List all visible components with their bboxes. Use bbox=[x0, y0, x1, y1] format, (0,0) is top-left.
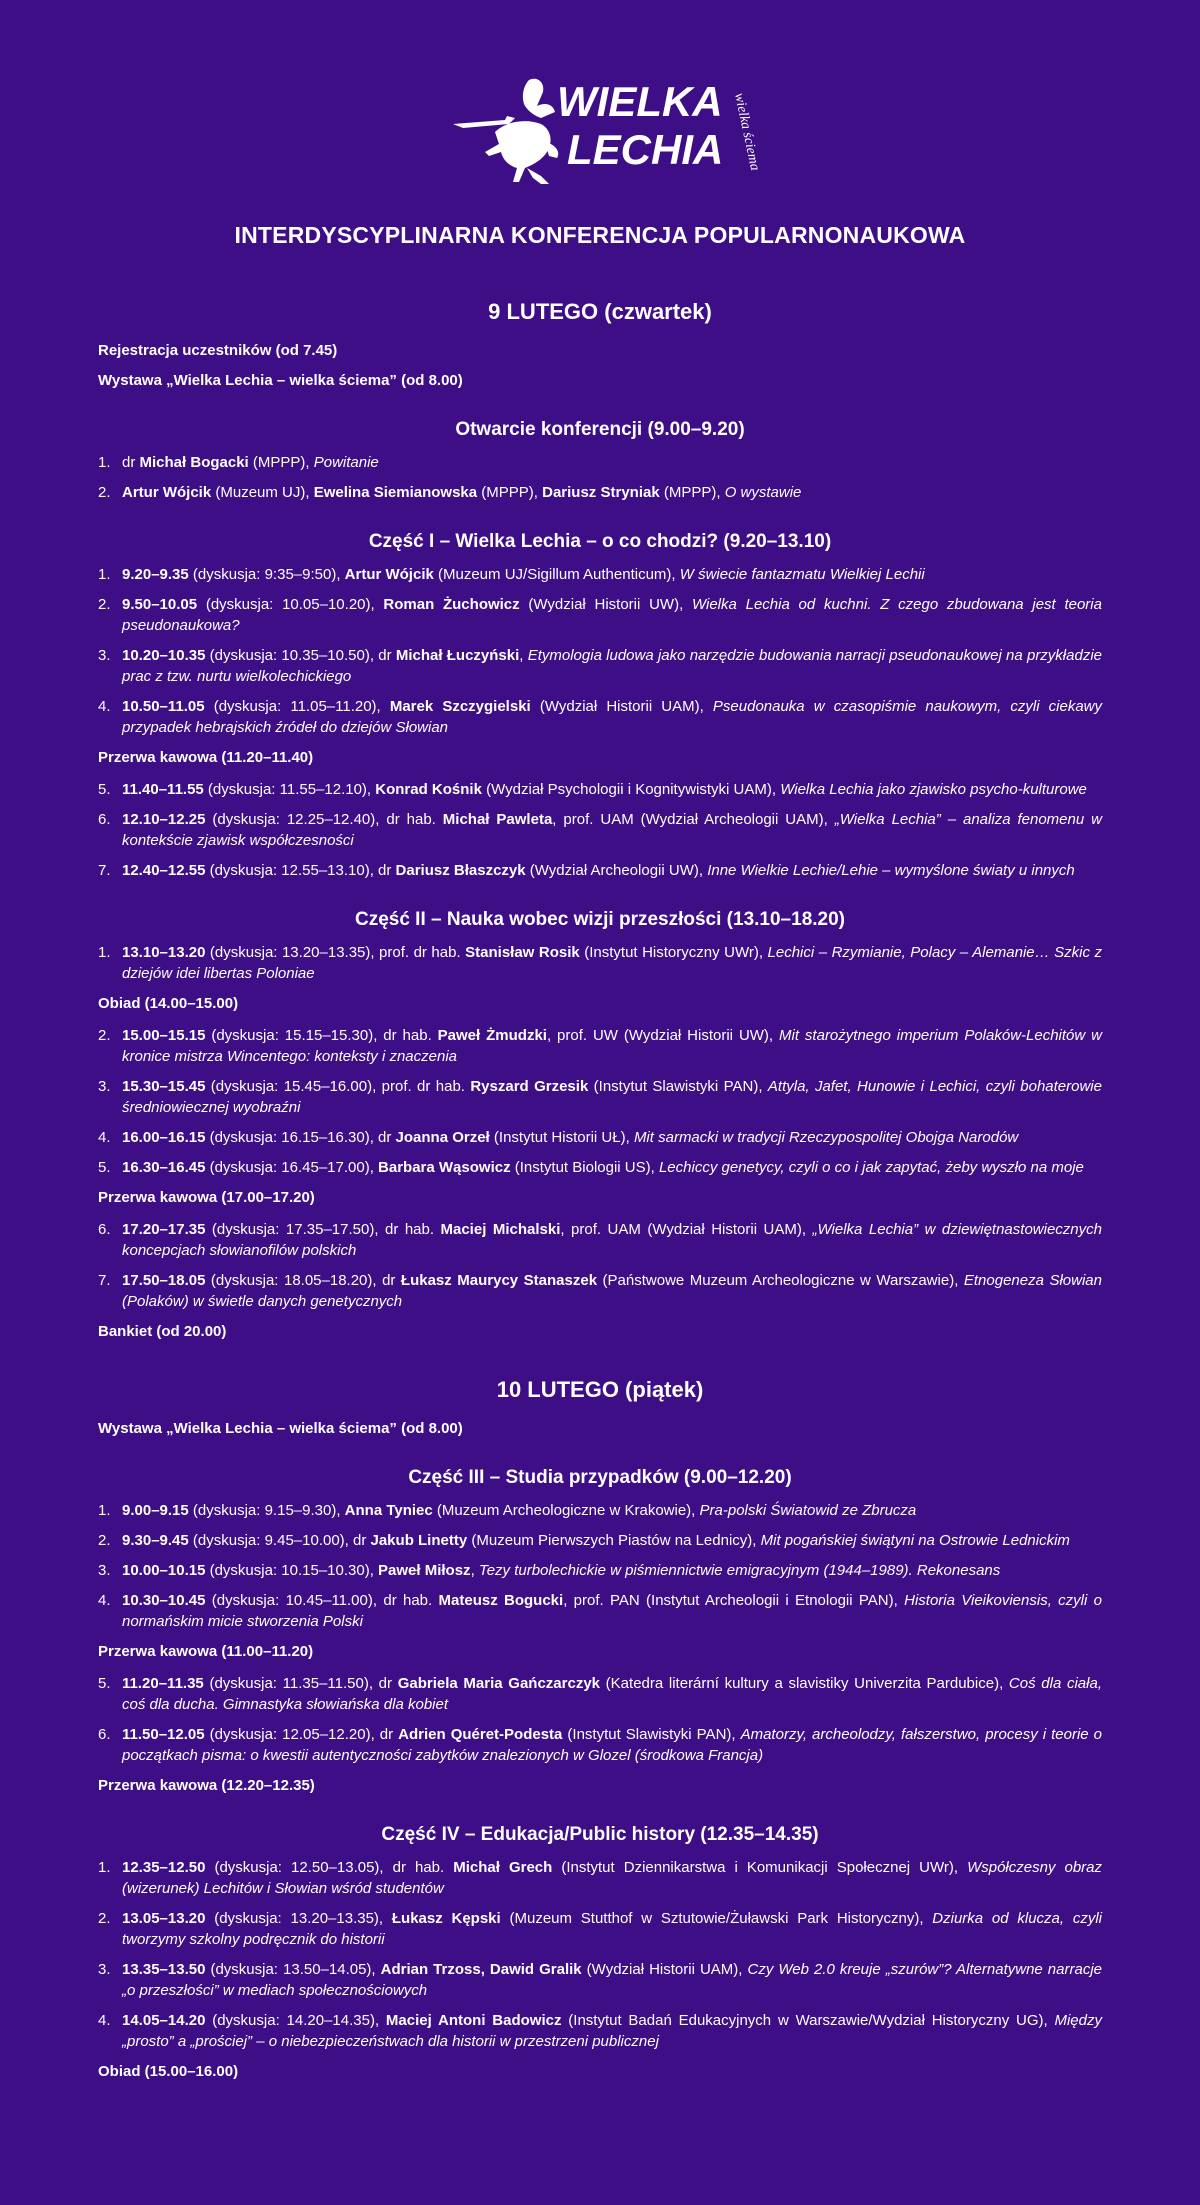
conference-title: INTERDYSCYPLINARNA KONFERENCJA POPULARNONAUKOWA bbox=[234, 222, 966, 248]
item-bold: 15.00–15.15 bbox=[122, 1027, 206, 1044]
item-number: 7. bbox=[98, 1272, 111, 1289]
item-bold: Jakub Linetty bbox=[370, 1532, 468, 1549]
item-bold: 11.40–11.55 bbox=[122, 781, 204, 798]
item-detail: (dyskusja: 18.05–18.20), dr bbox=[205, 1272, 401, 1289]
item-bold: Ewelina Siemianowska bbox=[313, 484, 478, 501]
item-bold: 16.00–16.15 bbox=[122, 1129, 206, 1146]
item-detail: (Państwowe Muzeum Archeologiczne w Warszawie), bbox=[597, 1272, 964, 1289]
dinosaur-rider-icon bbox=[453, 79, 558, 184]
item-bold: 12.35–12.50 bbox=[122, 1859, 206, 1876]
program-item bbox=[98, 1857, 1102, 1899]
part4-title: Część IV – Edukacja/Public history (12.35–14.35) bbox=[381, 1824, 819, 1845]
item-detail: (dyskusja: 10.35–10.50), dr bbox=[205, 647, 396, 664]
item-bold: 10.00–10.15 bbox=[122, 1562, 206, 1579]
item-number: 3. bbox=[98, 1562, 111, 1579]
item-bold: Roman Żuchowicz bbox=[383, 596, 520, 613]
program-item bbox=[98, 696, 1102, 738]
program-item bbox=[98, 1590, 1102, 1632]
opening-title: Otwarcie konferencji (9.00–9.20) bbox=[455, 419, 745, 440]
item-number: 5. bbox=[98, 781, 111, 798]
program-item bbox=[98, 1724, 1102, 1766]
item-bold: Marek Szczygielski bbox=[389, 698, 531, 715]
item-bold: 11.50–12.05 bbox=[122, 1726, 205, 1743]
item-text bbox=[122, 1530, 1102, 1551]
item-title: Czy Web 2.0 kreuje „szurów”? Alternatywne narracje „o przeszłości” w mediach społecznościowych bbox=[122, 1961, 1102, 1999]
item-title: Współczesny obraz (wizerunek) Lechitów i Słowian wśród studentów bbox=[122, 1859, 1102, 1897]
item-detail: (dyskusja: 13.20–13.35), prof. dr hab. bbox=[205, 944, 466, 961]
item-bold: 10.20–10.35 bbox=[122, 647, 206, 664]
item-detail: (Instytut Biologii US), bbox=[510, 1159, 659, 1176]
item-detail: , prof. UAM (Wydział Historii UAM), bbox=[560, 1221, 813, 1238]
break-line: Przerwa kawowa (17.00–17.20) bbox=[98, 1189, 315, 1206]
item-text bbox=[122, 482, 1102, 503]
item-detail: (dyskusja: 15.45–16.00), prof. dr hab. bbox=[205, 1078, 471, 1095]
item-number: 6. bbox=[98, 1221, 111, 1238]
item-detail: (Muzeum UJ/Sigillum Authenticum), bbox=[433, 566, 680, 583]
item-detail: , prof. PAN (Instytut Archeologii i Etnologii PAN), bbox=[563, 1592, 905, 1609]
item-title: Coś dla ciała, coś dla ducha. Gimnastyka słowiańska dla kobiet bbox=[122, 1675, 1102, 1713]
item-number: 4. bbox=[98, 2012, 111, 2029]
item-bold: 13.10–13.20 bbox=[122, 944, 206, 961]
program-item bbox=[98, 942, 1102, 984]
item-bold: 17.50–18.05 bbox=[122, 1272, 206, 1289]
item-bold: Dariusz Błaszczyk bbox=[395, 862, 526, 879]
item-number: 3. bbox=[98, 1961, 111, 1978]
item-title: Etnogeneza Słowian (Polaków) w świetle danych genetycznych bbox=[122, 1272, 1102, 1310]
item-title: Pra-polski Światowid ze Zbrucza bbox=[699, 1502, 917, 1519]
item-title: Mit sarmacki w tradycji Rzeczypospolitej Obojga Narodów bbox=[633, 1129, 1019, 1146]
item-title: Wielka Lechia od kuchni. Z czego zbudowana jest teoria pseudonaukowa? bbox=[122, 596, 1102, 634]
item-number: 1. bbox=[98, 454, 111, 471]
item-bold: 9.30–9.45 bbox=[122, 1532, 189, 1549]
item-detail: (dyskusja: 13.20–13.35), bbox=[205, 1910, 392, 1927]
item-title: Dziurka od klucza, czyli tworzymy szkolny podręcznik do historii bbox=[122, 1910, 1103, 1948]
item-title: Amatorzy, archeolodzy, fałszerstwo, procesy i teorie o początkach pisma: o kwestii autentyczności zabytków znalezionych w Glozel (środkowa Francja) bbox=[122, 1726, 1103, 1764]
part1-list bbox=[98, 564, 1102, 881]
break-line: Przerwa kawowa (11.00–11.20) bbox=[98, 1643, 314, 1660]
item-bold: 9.20–9.35 bbox=[122, 566, 189, 583]
item-title: Mit pogańskiej świątyni na Ostrowie Lednickim bbox=[760, 1532, 1070, 1549]
item-text bbox=[122, 1157, 1102, 1178]
item-number: 2. bbox=[98, 1532, 111, 1549]
day2-title: 10 LUTEGO (piątek) bbox=[496, 1377, 704, 1402]
item-number: 5. bbox=[98, 1675, 111, 1692]
item-text bbox=[122, 1673, 1102, 1715]
part4-list bbox=[98, 1857, 1102, 2082]
item-number: 1. bbox=[98, 1502, 111, 1519]
item-title: Inne Wielkie Lechie/Lehie – wymyślone światy u innych bbox=[707, 862, 1075, 879]
item-text bbox=[122, 1127, 1102, 1148]
item-number: 1. bbox=[98, 566, 111, 583]
item-detail: (MPPP), bbox=[477, 484, 543, 501]
item-detail: (Instytut Slawistyki PAN), bbox=[588, 1078, 768, 1095]
item-bold: Maciej Antoni Badowicz bbox=[385, 2012, 562, 2029]
item-bold: Michał Pawleta bbox=[442, 811, 553, 828]
item-title: „Wielka Lechia” w dziewiętnastowiecznych koncepcjach słowianofilów polskich bbox=[122, 1221, 1102, 1259]
item-detail: (Instytut Historii UŁ), bbox=[489, 1129, 634, 1146]
item-text bbox=[122, 1560, 1102, 1581]
item-bold: Ryszard Grzesik bbox=[470, 1078, 589, 1095]
item-text bbox=[122, 1908, 1102, 1950]
logo-line2: LECHIA bbox=[567, 126, 724, 173]
logo-graphic bbox=[445, 72, 763, 190]
program-item bbox=[98, 1076, 1102, 1118]
item-bold: Gabriela Maria Gańczarczyk bbox=[397, 1675, 600, 1692]
item-number: 7. bbox=[98, 862, 111, 879]
item-text bbox=[122, 1590, 1102, 1632]
part2-list bbox=[98, 942, 1102, 1342]
item-bold: Łukasz Maurycy Stanaszek bbox=[400, 1272, 598, 1289]
item-title: Historia Vieikoviensis, czyli o normańskim micie stworzenia Polski bbox=[122, 1592, 1103, 1630]
item-bold: 13.35–13.50 bbox=[122, 1961, 206, 1978]
item-bold: Michał Bogacki bbox=[139, 454, 249, 471]
item-detail: (dyskusja: 12.50–13.05), dr hab. bbox=[205, 1859, 454, 1876]
item-detail: (MPPP), bbox=[248, 454, 314, 471]
part3-list bbox=[98, 1500, 1102, 1796]
item-text bbox=[122, 1219, 1102, 1261]
program-item bbox=[98, 1025, 1102, 1067]
page bbox=[0, 72, 1200, 2205]
item-text bbox=[122, 1724, 1102, 1766]
program-item bbox=[98, 809, 1102, 851]
item-number: 4. bbox=[98, 1592, 111, 1609]
item-text bbox=[122, 1959, 1102, 2001]
part1-title: Część I – Wielka Lechia – o co chodzi? (9.20–13.10) bbox=[368, 531, 832, 552]
item-text bbox=[122, 1076, 1102, 1118]
day2-intro-line: Wystawa „Wielka Lechia – wielka ściema” (od 8.00) bbox=[98, 1420, 463, 1437]
item-text bbox=[122, 2010, 1102, 2052]
item-bold: Michał Łuczyński bbox=[395, 647, 520, 664]
item-title: Wielka Lechia jako zjawisko psycho-kulturowe bbox=[780, 781, 1087, 798]
item-bold: 10.30–10.45 bbox=[122, 1592, 206, 1609]
program-item bbox=[98, 860, 1102, 881]
item-bold: Michał Grech bbox=[453, 1859, 553, 1876]
logo-line1: WIELKA bbox=[557, 78, 723, 125]
item-text bbox=[122, 696, 1102, 738]
item-text bbox=[122, 1500, 1102, 1521]
item-title: Powitanie bbox=[313, 454, 379, 471]
item-detail: (dyskusja: 12.25–12.40), dr hab. bbox=[205, 811, 443, 828]
item-bold: Joanna Orzeł bbox=[395, 1129, 490, 1146]
item-detail: (Muzeum UJ), bbox=[211, 484, 314, 501]
item-bold: 9.00–9.15 bbox=[122, 1502, 189, 1519]
item-title: Między „prosto” a „prościej” – o niebezpieczeństwach dla historii w przestrzeni publicznej bbox=[122, 2012, 1102, 2050]
item-text bbox=[122, 779, 1102, 800]
item-detail: (Muzeum Pierwszych Piastów na Lednicy), bbox=[467, 1532, 761, 1549]
part2-title: Część II – Nauka wobec wizji przeszłości (13.10–18.20) bbox=[354, 909, 845, 930]
item-detail: , prof. UAM (Wydział Archeologii UAM), bbox=[552, 811, 835, 828]
item-bold: 9.50–10.05 bbox=[122, 596, 198, 613]
program-item bbox=[98, 564, 1102, 585]
item-number: 2. bbox=[98, 1027, 111, 1044]
item-detail: (Muzeum Archeologiczne w Krakowie), bbox=[432, 1502, 700, 1519]
item-text bbox=[122, 452, 1102, 473]
item-detail: (Wydział Historii UW), bbox=[519, 596, 692, 613]
item-detail: (dyskusja: 10.05–10.20), bbox=[197, 596, 384, 613]
item-detail: (dyskusja: 9.15–9.30), bbox=[188, 1502, 345, 1519]
item-text bbox=[122, 564, 1102, 585]
item-detail: (MPPP), bbox=[659, 484, 725, 501]
item-bold: 12.40–12.55 bbox=[122, 862, 206, 879]
item-bold: Anna Tyniec bbox=[344, 1502, 433, 1519]
item-bold: Adrian Trzoss, Dawid Gralik bbox=[380, 1961, 582, 1978]
day1-intro-line: Wystawa „Wielka Lechia – wielka ściema” (od 8.00) bbox=[98, 372, 463, 389]
item-text bbox=[122, 942, 1102, 984]
item-title: Pseudonauka w czasopiśmie naukowym, czyli ciekawy przypadek hebrajskich źródeł do dziejów Słowian bbox=[122, 698, 1102, 736]
item-title: W świecie fantazmatu Wielkiej Lechii bbox=[679, 566, 925, 583]
item-text bbox=[122, 594, 1102, 636]
break-line: Bankiet (od 20.00) bbox=[98, 1323, 227, 1340]
item-detail: , bbox=[470, 1562, 479, 1579]
item-detail: dr bbox=[122, 454, 140, 471]
item-title: Etymologia ludowa jako narzędzie budowania narracji pseudonaukowej na przykładzie prac z tzw. nurtu wielkolechickiego bbox=[122, 647, 1103, 685]
item-bold: 10.50–11.05 bbox=[122, 698, 205, 715]
item-title: Mit starożytnego imperium Polaków-Lechitów w kronice mistrza Wincentego: konteksty i znaczenia bbox=[122, 1027, 1102, 1065]
program-item bbox=[98, 1270, 1102, 1312]
item-bold: Konrad Kośnik bbox=[375, 781, 482, 798]
item-bold: 17.20–17.35 bbox=[122, 1221, 206, 1238]
program-item bbox=[98, 645, 1102, 687]
item-detail: (Wydział Historii UAM), bbox=[530, 698, 713, 715]
item-detail: , bbox=[519, 647, 528, 664]
item-bold: Barbara Wąsowicz bbox=[378, 1159, 511, 1176]
program-item bbox=[98, 1959, 1102, 2001]
item-title: Lechiccy genetycy, czyli o co i jak zapytać, żeby wyszło na moje bbox=[658, 1159, 1084, 1176]
item-bold: Paweł Miłosz bbox=[378, 1562, 471, 1579]
item-number: 3. bbox=[98, 1078, 111, 1095]
item-detail: (Instytut Dziennikarstwa i Komunikacji Społecznej UWr), bbox=[552, 1859, 968, 1876]
item-number: 4. bbox=[98, 698, 111, 715]
item-title: O wystawie bbox=[724, 484, 802, 501]
item-text bbox=[122, 809, 1102, 851]
item-detail: (Wydział Psychologii i Kognitywistyki UAM), bbox=[481, 781, 781, 798]
item-detail: (Wydział Historii UAM), bbox=[581, 1961, 748, 1978]
item-detail: (dyskusja: 16.45–17.00), bbox=[205, 1159, 379, 1176]
item-detail: (dyskusja: 10.45–11.00), dr hab. bbox=[205, 1592, 439, 1609]
day1-title: 9 LUTEGO (czwartek) bbox=[488, 299, 712, 324]
item-title: „Wielka Lechia” – analiza fenomenu w kontekście zjawisk współczesności bbox=[122, 811, 1102, 849]
item-bold: 13.05–13.20 bbox=[122, 1910, 206, 1927]
item-number: 3. bbox=[98, 647, 111, 664]
item-detail: (dyskusja: 14.20–14.35), bbox=[205, 2012, 386, 2029]
item-bold: 14.05–14.20 bbox=[122, 2012, 206, 2029]
opening-list bbox=[98, 452, 1102, 503]
item-bold: Artur Wójcik bbox=[122, 484, 212, 501]
program-item bbox=[98, 452, 1102, 473]
item-number: 6. bbox=[98, 811, 111, 828]
item-detail: (Katedra literární kultury a slavistiky Univerzita Pardubice), bbox=[600, 1675, 1009, 1692]
item-detail: (dyskusja: 9.45–10.00), dr bbox=[188, 1532, 371, 1549]
item-detail: (dyskusja: 11.05–11.20), bbox=[204, 698, 390, 715]
program-item bbox=[98, 594, 1102, 636]
item-title: Lechici – Rzymianie, Polacy – Alemanie… Szkic z dziejów idei libertas Poloniae bbox=[122, 944, 1103, 982]
program-item bbox=[98, 1530, 1102, 1551]
item-detail: (dyskusja: 11.35–11.50), dr bbox=[203, 1675, 398, 1692]
item-detail: (dyskusja: 11.55–12.10), bbox=[203, 781, 376, 798]
item-detail: (dyskusja: 15.15–15.30), dr hab. bbox=[205, 1027, 438, 1044]
program-item bbox=[98, 1673, 1102, 1715]
break-line: Obiad (14.00–15.00) bbox=[98, 995, 239, 1012]
item-number: 5. bbox=[98, 1159, 111, 1176]
item-title: Tezy turbolechickie w piśmiennictwie emigracyjnym (1944–1989). Rekonesans bbox=[478, 1562, 1001, 1579]
program-item bbox=[98, 482, 1102, 503]
item-number: 6. bbox=[98, 1726, 111, 1743]
program-item bbox=[98, 1500, 1102, 1521]
item-number: 1. bbox=[98, 944, 111, 961]
item-detail: (dyskusja: 13.50–14.05), bbox=[205, 1961, 381, 1978]
item-number: 4. bbox=[98, 1129, 111, 1146]
item-detail: (dyskusja: 17.35–17.50), dr hab. bbox=[205, 1221, 441, 1238]
item-bold: 11.20–11.35 bbox=[122, 1675, 204, 1692]
program-item bbox=[98, 1908, 1102, 1950]
item-detail: (dyskusja: 12.55–13.10), dr bbox=[205, 862, 396, 879]
part3-title: Część III – Studia przypadków (9.00–12.20) bbox=[408, 1467, 792, 1488]
logo bbox=[445, 72, 763, 190]
item-bold: 15.30–15.45 bbox=[122, 1078, 206, 1095]
program-item bbox=[98, 1219, 1102, 1261]
program-item bbox=[98, 1560, 1102, 1581]
item-detail: (Instytut Badań Edukacyjnych w Warszawie/Wydział Historyczny UG), bbox=[561, 2012, 1055, 2029]
program-item bbox=[98, 1127, 1102, 1148]
item-detail: (Wydział Archeologii UW), bbox=[525, 862, 708, 879]
item-bold: Stanisław Rosik bbox=[465, 944, 580, 961]
item-detail: (dyskusja: 9:35–9:50), bbox=[188, 566, 345, 583]
item-detail: , prof. UW (Wydział Historii UW), bbox=[546, 1027, 780, 1044]
item-bold: Łukasz Kępski bbox=[391, 1910, 501, 1927]
item-bold: Dariusz Stryniak bbox=[542, 484, 660, 501]
item-text bbox=[122, 1025, 1102, 1067]
item-bold: Adrien Quéret-Podesta bbox=[398, 1726, 563, 1743]
item-title: Attyla, Jafet, Hunowie i Lechici, czyli bohaterowie średniowiecznej wyobraźni bbox=[122, 1078, 1102, 1116]
program-item bbox=[98, 2010, 1102, 2052]
item-bold: Artur Wójcik bbox=[344, 566, 434, 583]
program-item bbox=[98, 1157, 1102, 1178]
item-text bbox=[122, 1857, 1102, 1899]
item-bold: Paweł Żmudzki bbox=[437, 1027, 547, 1044]
break-line: Przerwa kawowa (11.20–11.40) bbox=[98, 749, 314, 766]
item-number: 2. bbox=[98, 596, 111, 613]
item-detail: (Instytut Slawistyki PAN), bbox=[562, 1726, 741, 1743]
logo-tagline: wielka ściema bbox=[731, 91, 763, 173]
item-detail: (Instytut Historyczny UWr), bbox=[579, 944, 768, 961]
break-line: Obiad (15.00–16.00) bbox=[98, 2063, 239, 2080]
item-bold: Maciej Michalski bbox=[440, 1221, 561, 1238]
item-number: 1. bbox=[98, 1859, 111, 1876]
item-text bbox=[122, 1270, 1102, 1312]
day1-intro-line: Rejestracja uczestników (od 7.45) bbox=[98, 342, 338, 359]
item-text bbox=[122, 645, 1102, 687]
item-bold: Mateusz Bogucki bbox=[438, 1592, 564, 1609]
item-number: 2. bbox=[98, 1910, 111, 1927]
item-detail: (dyskusja: 16.15–16.30), dr bbox=[205, 1129, 396, 1146]
item-detail: (dyskusja: 10.15–10.30), bbox=[205, 1562, 379, 1579]
item-bold: 12.10–12.25 bbox=[122, 811, 206, 828]
item-detail: (Muzeum Stutthof w Sztutowie/Żuławski Park Historyczny), bbox=[500, 1910, 933, 1927]
program-item bbox=[98, 779, 1102, 800]
item-bold: 16.30–16.45 bbox=[122, 1159, 206, 1176]
program bbox=[98, 298, 1102, 2082]
item-detail: (dyskusja: 12.05–12.20), dr bbox=[204, 1726, 399, 1743]
item-number: 2. bbox=[98, 484, 111, 501]
break-line: Przerwa kawowa (12.20–12.35) bbox=[98, 1777, 315, 1794]
item-text bbox=[122, 860, 1102, 881]
